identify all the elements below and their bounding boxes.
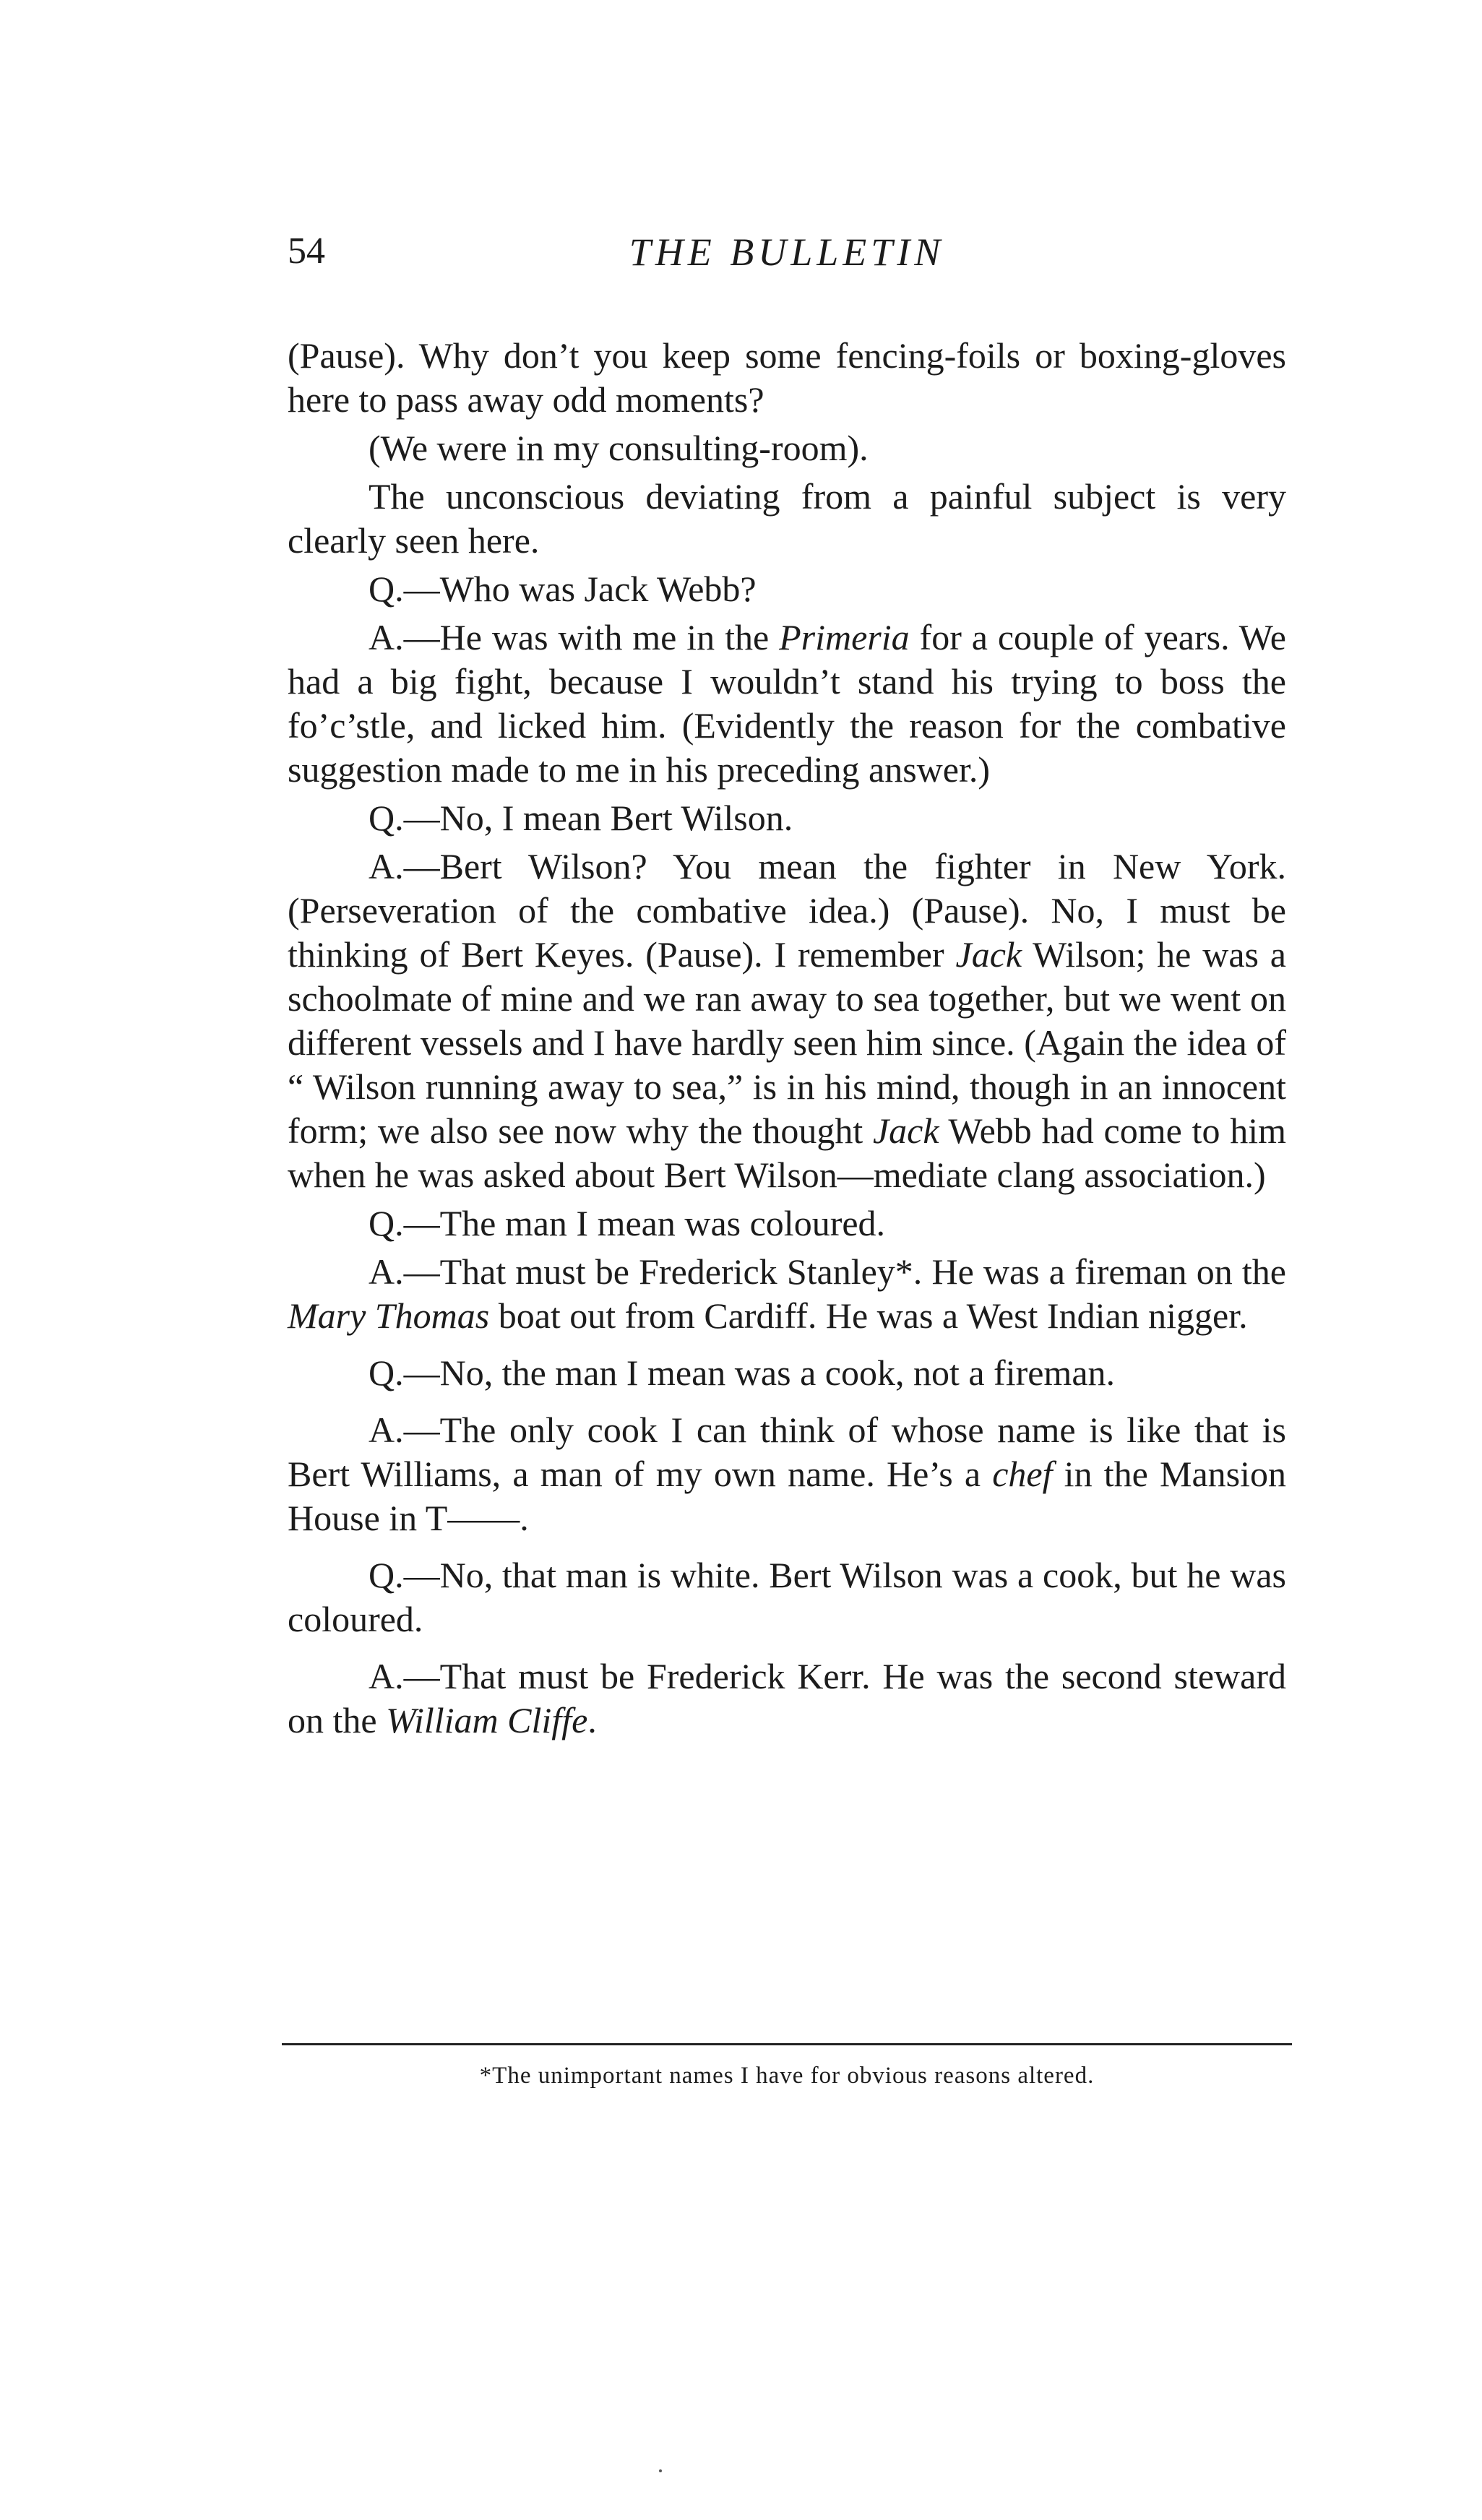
footnote: *The unimportant names I have for obvious reasons altered. <box>479 2063 1095 2089</box>
answer: A.—That must be Frederick Stanley*. He was a fireman on the Mary Thomas boat out from Cardiff. He was a West Indian nigger. <box>288 1251 1286 1336</box>
ship-name: William Cliffe <box>386 1700 588 1740</box>
paragraph: (Pause). Why don’t you keep some fencing-foils or boxing-gloves here to pass away odd moments? <box>288 335 1286 420</box>
paragraph: The unconscious deviating from a painful subject is very clearly seen here. <box>288 476 1286 561</box>
question: Q.—No, I mean Bert Wilson. <box>369 798 793 838</box>
print-speck <box>659 2469 662 2472</box>
page-number: 54 <box>288 230 325 272</box>
answer: A.—Bert Wilson? You mean the fighter in New York. (Perseveration of the combative idea.) (Pause). No, I must be thinking of Bert Keyes. (Pause). I remember Jack Wilson; he was a schoolmate of mine and we ran away to sea together, but we went on different vessels and I have hardly seen him since. (Again the idea of “ Wilson running away to sea,” is in his mind, though in an innocent form; we also see now why the thought Jack Webb had come to him when he was asked about Bert Wilson—mediate clang association.) <box>288 846 1287 1195</box>
ship-name: Mary Thomas <box>288 1295 490 1336</box>
emphasis: Jack <box>872 1110 939 1151</box>
question: Q.—No, the man I mean was a cook, not a fireman. <box>369 1352 1116 1393</box>
emphasis: chef <box>992 1454 1053 1494</box>
body-text <box>288 334 1286 1747</box>
question: Q.—The man I mean was coloured. <box>369 1203 886 1243</box>
emphasis: Jack <box>955 934 1022 975</box>
paragraph: (We were in my consulting-room). <box>369 428 869 468</box>
ship-name: Primeria <box>779 617 910 657</box>
question: Q.—Who was Jack Webb? <box>369 569 757 609</box>
answer: A.—The only cook I can think of whose name is like that is Bert Williams, a man of my own name. He’s a chef in the Mansion House in T——. <box>288 1410 1286 1538</box>
page-header <box>288 230 1286 288</box>
answer: A.—That must be Frederick Kerr. He was the second steward on the William Cliffe. <box>288 1656 1286 1740</box>
running-title: THE BULLETIN <box>629 230 945 274</box>
answer: A.—He was with me in the Primeria for a couple of years. We had a big fight, because I wouldn’t stand his trying to boss the fo’c’stle, and licked him. (Evidently the reason for the combative suggestion made to me in his preceding answer.) <box>288 617 1286 790</box>
question: Q.—No, that man is white. Bert Wilson was a cook, but he was coloured. <box>288 1555 1286 1639</box>
footnote-divider <box>282 2043 1292 2045</box>
